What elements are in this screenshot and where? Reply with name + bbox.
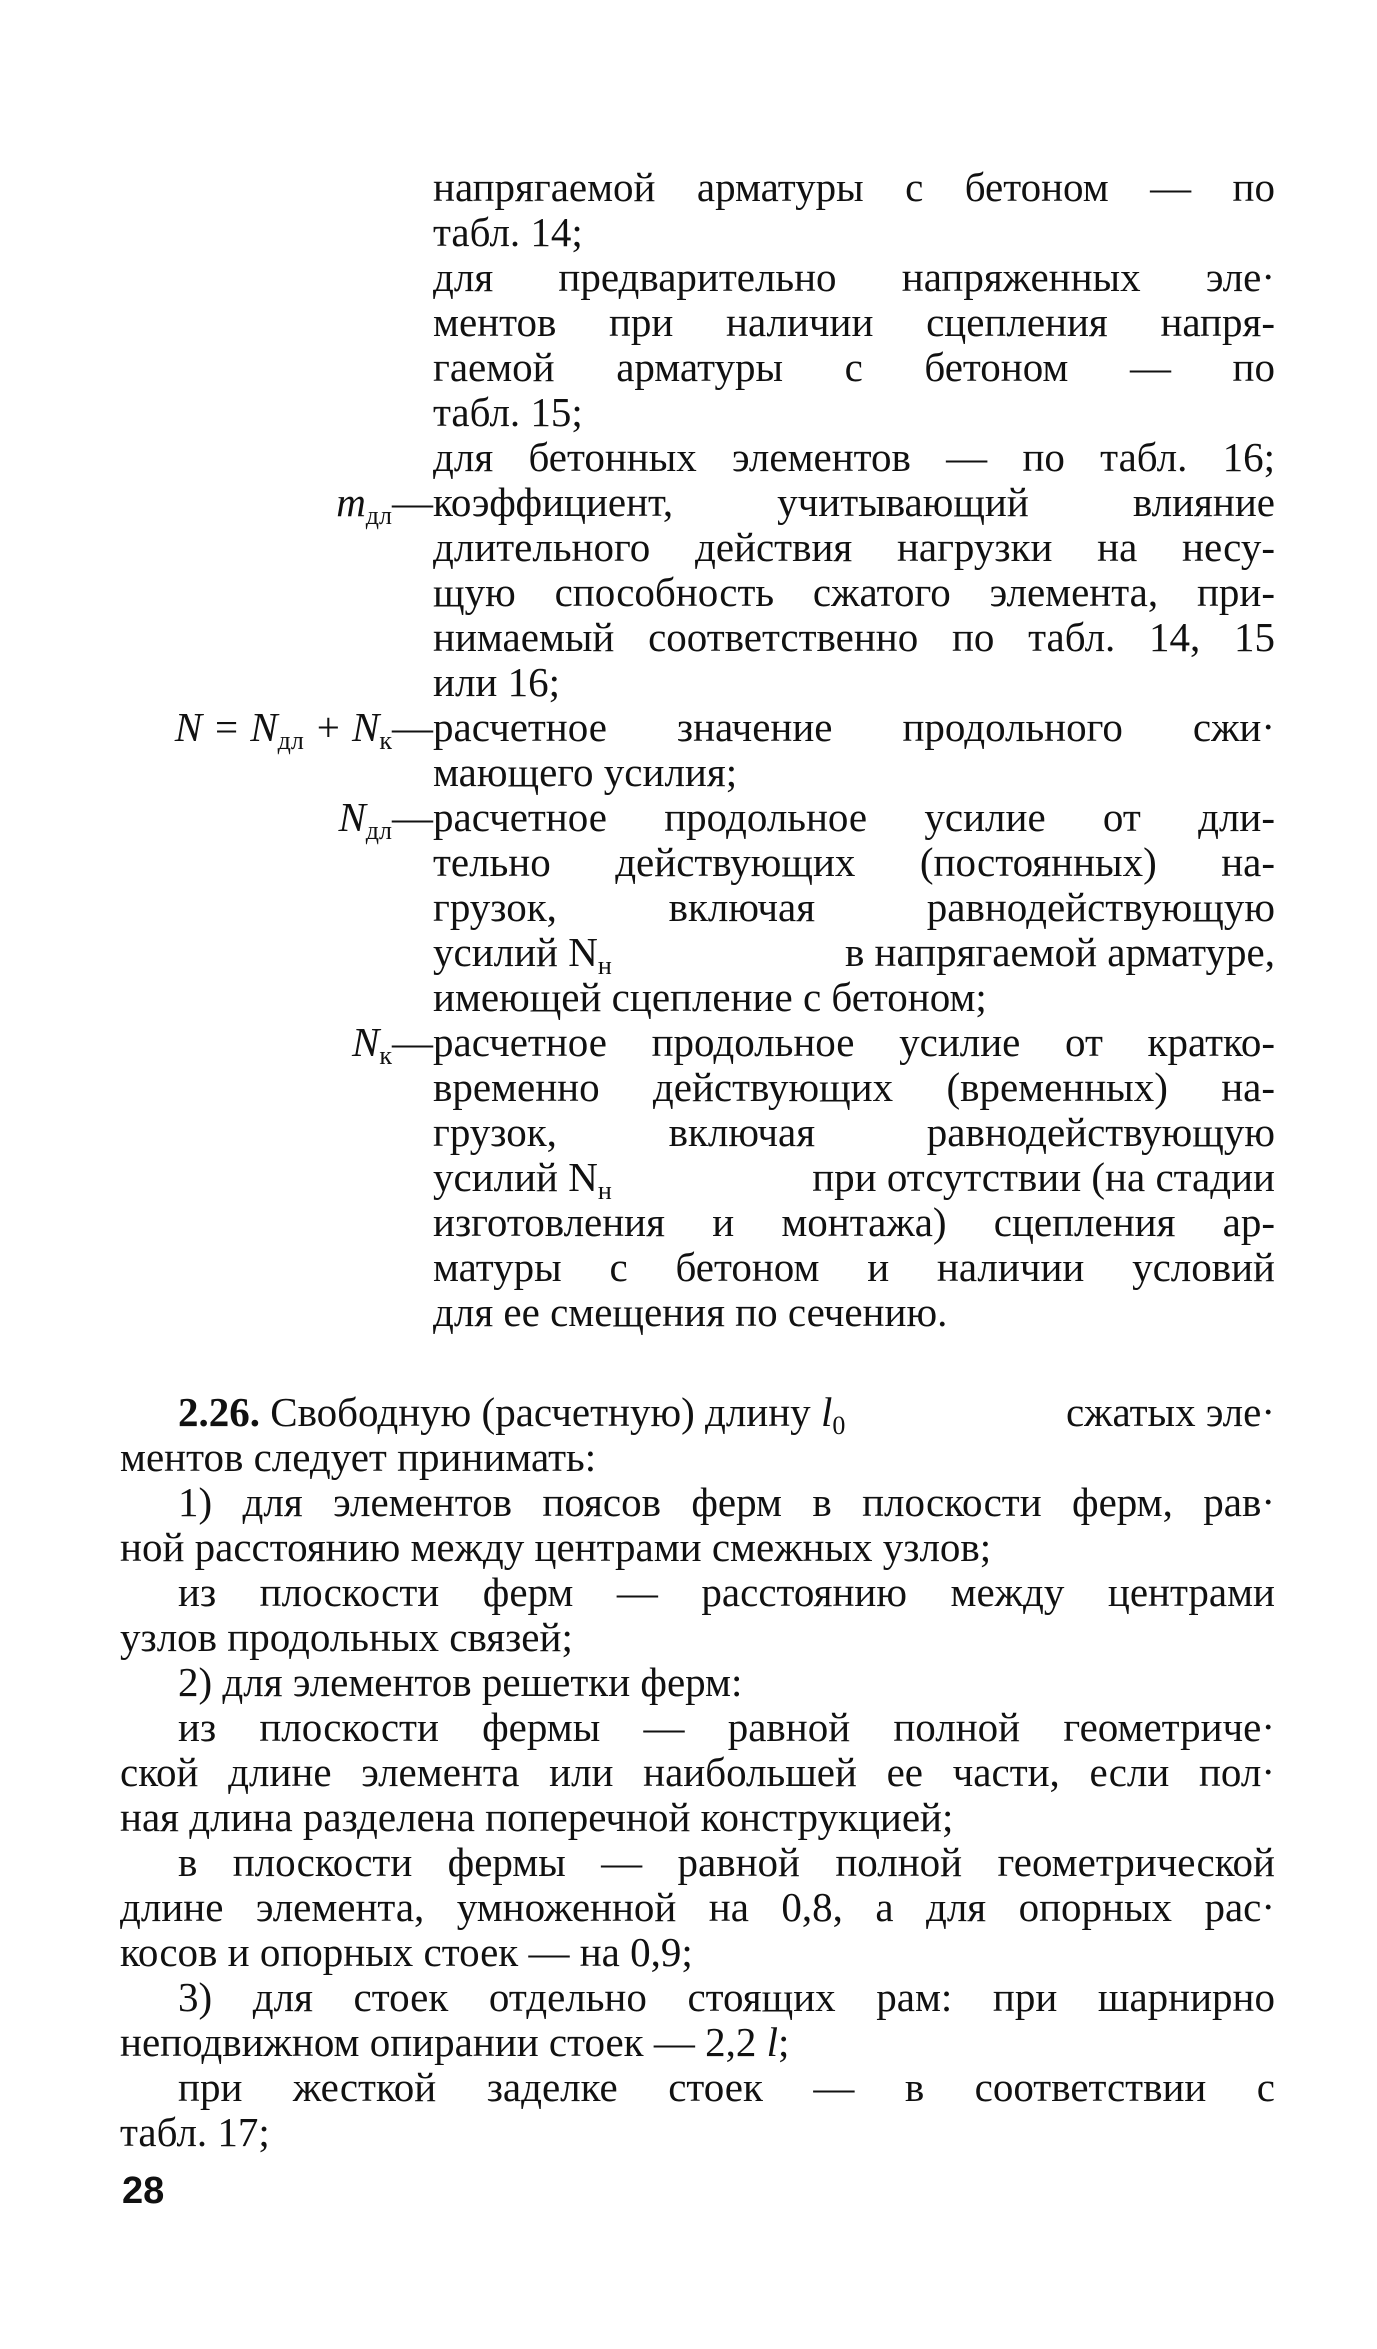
text-line: длине элемента, умноженной на 0,8, а для опорных рас· — [120, 1884, 1275, 1930]
text-line: табл. 14; — [433, 209, 583, 255]
section-heading-line: 2.26. Свободную (расчетную) длину l0 сжатых эле· — [178, 1389, 1275, 1440]
text-line: 2) для элементов решетки ферм: — [178, 1659, 743, 1705]
text-line: из плоскости ферм — расстоянию между центрами — [178, 1569, 1275, 1615]
text-line: нимаемый соответственно по табл. 14, 15 — [433, 614, 1275, 660]
text-line: матуры с бетоном и наличии условий — [433, 1244, 1275, 1290]
text-line: расчетное продольное усилие от кратко- — [433, 1019, 1275, 1065]
text-line: изготовления и монтажа) сцепления ар- — [433, 1199, 1275, 1245]
section-number: 2.26. — [178, 1389, 260, 1435]
text-line: 1) для элементов поясов ферм в плоскости ферм, рав· — [178, 1479, 1275, 1525]
text-line: ная длина разделена поперечной конструкцией; — [120, 1794, 954, 1840]
text-line: для предварительно напряженных эле· — [433, 254, 1275, 300]
text-line: щую способность сжатого элемента, при- — [433, 569, 1275, 615]
formula-n-sum: $N = N_{дл}$ + $N_к—$ — [174, 704, 433, 755]
symbol-n-k: $N_к—$ — [352, 1019, 433, 1070]
text-line: или 16; — [433, 659, 560, 705]
text-line: узлов продольных связей; — [120, 1614, 573, 1660]
text-line: ментов следует принимать: — [120, 1434, 597, 1480]
text-line: косов и опорных стоек — на 0,9; — [120, 1929, 693, 1975]
text-line: из плоскости фермы — равной полной геометриче· — [178, 1704, 1275, 1750]
text-line: коэффициент, учитывающий влияние — [433, 479, 1275, 525]
text-line: расчетное значение продольного сжи· — [433, 704, 1275, 750]
text-line: временно действующих (временных) на- — [433, 1064, 1275, 1110]
text-line: для бетонных элементов — по табл. 16; — [433, 434, 1275, 480]
text-line: табл. 17; — [120, 2109, 270, 2155]
text-line: грузок, включая равнодействующую — [433, 884, 1275, 930]
text-line: неподвижном опирании стоек — 2,2 l; — [120, 2019, 790, 2065]
text-line: мающего усилия; — [433, 749, 738, 795]
text-line: гаемой арматуры с бетоном — по — [433, 344, 1275, 390]
text-line: имеющей сцепление с бетоном; — [433, 974, 987, 1020]
text-line: 3) для стоек отдельно стоящих рам: при шарнирно — [178, 1974, 1275, 2020]
text-line: расчетное продольное усилие от дли- — [433, 794, 1275, 840]
text-line: усилий Nн при отсутствии (на стадии — [433, 1154, 1275, 1205]
text-line: ской длине элемента или наибольшей ее части, если пол· — [120, 1749, 1275, 1795]
symbol-n-dl: $N_{дл}—$ — [338, 794, 433, 845]
text-line: при жесткой заделке стоек — в соответствии с — [178, 2064, 1275, 2110]
text-line: ментов при наличии сцепления напря- — [433, 299, 1275, 345]
text-line: в плоскости фермы — равной полной геометрической — [178, 1839, 1275, 1885]
text-line: ной расстоянию между центрами смежных узлов; — [120, 1524, 992, 1570]
text-line: для ее смещения по сечению. — [433, 1289, 948, 1335]
text-line: напрягаемой арматуры с бетоном — по — [433, 164, 1275, 210]
text-line: тельно действующих (постоянных) на- — [433, 839, 1275, 885]
page-number: 28 — [122, 2170, 165, 2212]
text-line: длительного действия нагрузки на несу- — [433, 524, 1275, 570]
text-line: грузок, включая равнодействующую — [433, 1109, 1275, 1155]
text-line: усилий Nн в напрягаемой арматуре, — [433, 929, 1275, 980]
symbol-m-dl: $m_{дл}—$ — [336, 479, 433, 530]
text-line: табл. 15; — [433, 389, 583, 435]
